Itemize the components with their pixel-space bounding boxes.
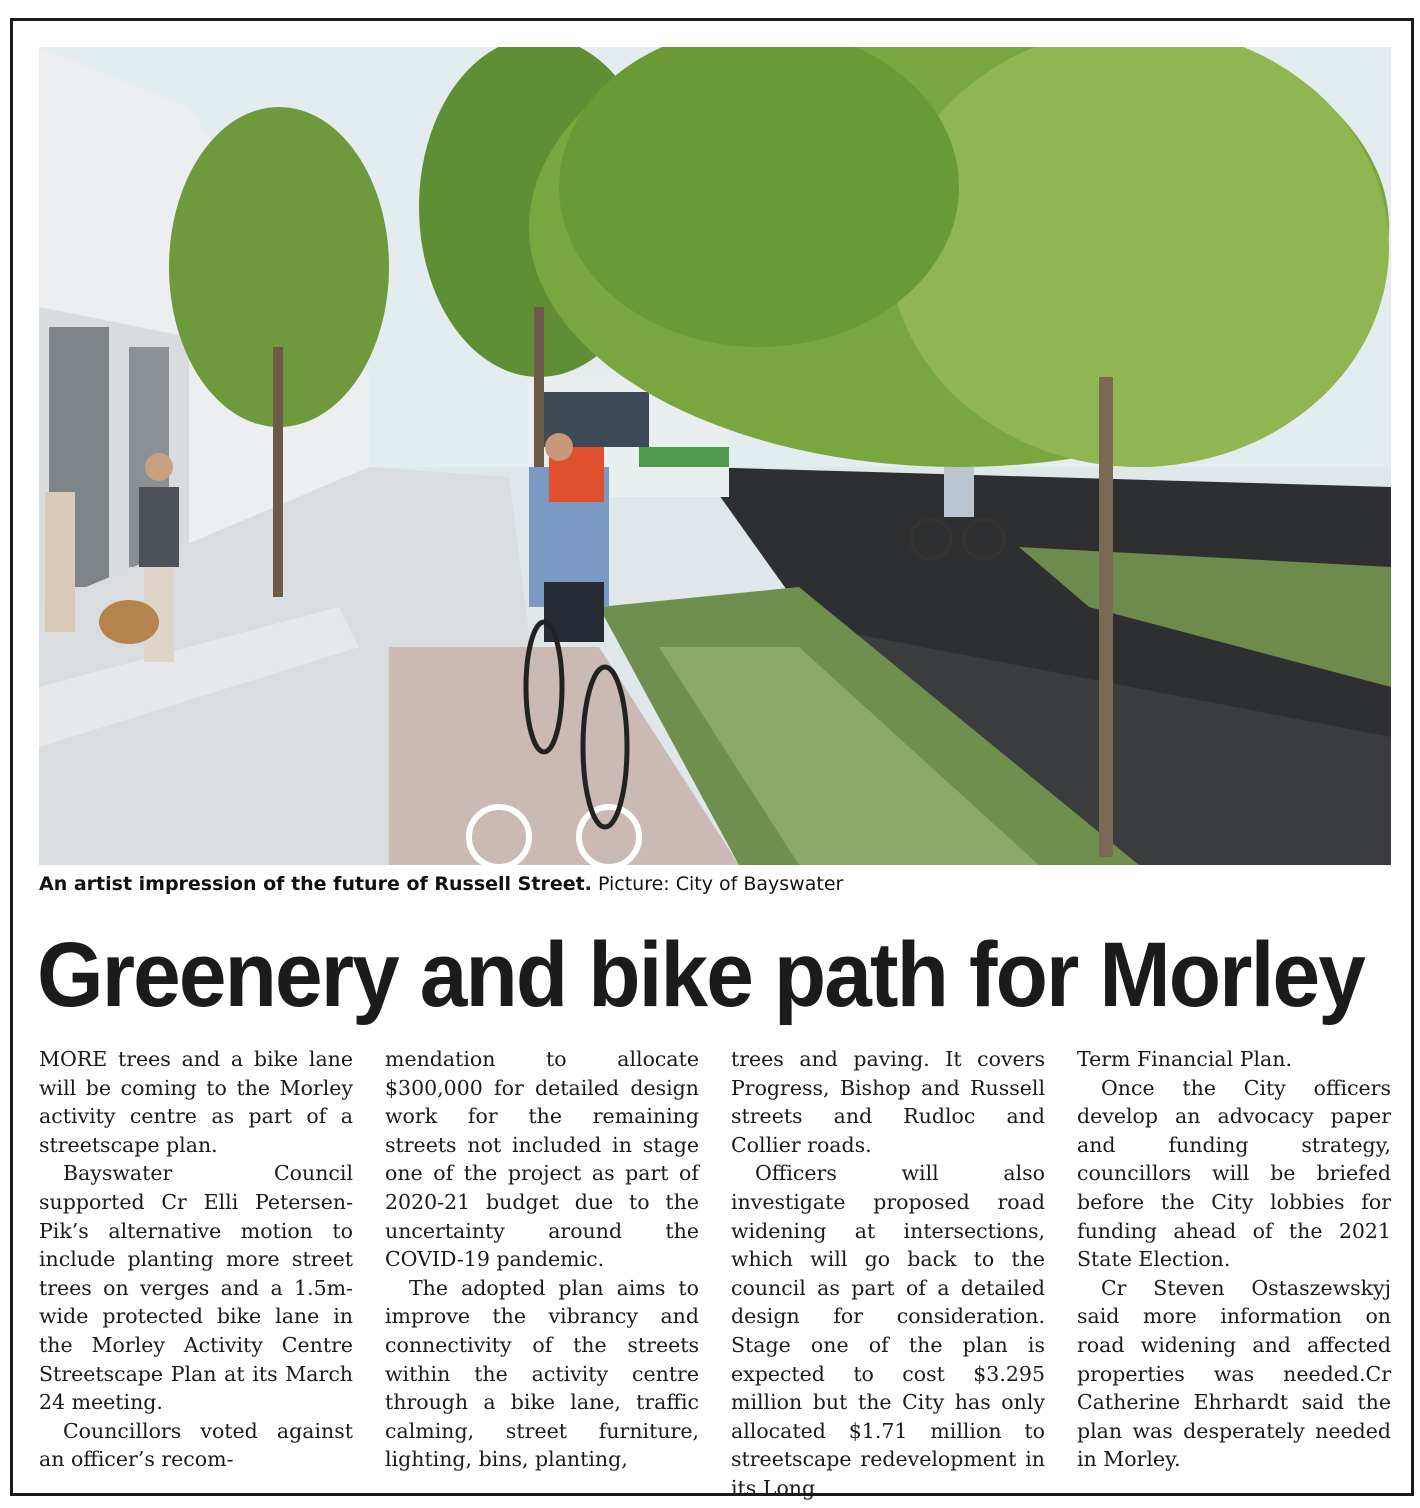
- paragraph: mendation to allocate $300,000 for detailed design work for the remaining streets not included in stage one of the project as part of 2020-21 budget due to the uncertainty around the COVID-19 pandemic.: [385, 1047, 699, 1272]
- paragraph: Councillors voted against an officer’s recom-: [39, 1418, 353, 1472]
- paragraph: The adopted plan aims to improve the vibrancy and connectivity of the streets within the activity centre through a bike lane, traffic calming, street furniture, lighting, bins, planting,: [385, 1275, 699, 1472]
- paragraph: Term Financial Plan.: [1077, 1047, 1292, 1071]
- streetscape-photo: [39, 47, 1391, 865]
- article-column-3: [731, 1045, 1045, 1503]
- article-column-2: [385, 1045, 699, 1474]
- article-headline: Greenery and bike path for Morley: [37, 924, 1364, 1026]
- article-column-1: [39, 1045, 353, 1474]
- caption-lead: An artist impression of the future of Russell Street.: [39, 873, 592, 895]
- article-body: [39, 1045, 1391, 1500]
- paragraph: trees and paving. It covers Progress, Bishop and Russell streets and Rudloc and Collier roads.: [731, 1047, 1045, 1157]
- paragraph: Officers will also investigate proposed road widening at intersections, which will go back to the council as part of a detailed design for consideration. Stage one of the plan is expected to cost $3.295 million but the City has only allocated $1.71 million to streetscape redevelopment in its Long: [731, 1161, 1045, 1500]
- paragraph: Cr Steven Ostaszewskyj said more information on road widening and affected properties was needed.Cr Catherine Ehrhardt said the plan was desperately needed in Morley.: [1077, 1275, 1391, 1472]
- artist-impression-illustration: [39, 47, 1391, 865]
- caption-credit: Picture: City of Bayswater: [597, 873, 844, 895]
- paragraph: Bayswater Council supported Cr Elli Petersen-Pik’s alternative motion to include planting more street trees on verges and a 1.5m-wide protected bike lane in the Morley Activity Centre Streetscape Plan at its March 24 meeting.: [39, 1161, 353, 1415]
- photo-caption: [39, 873, 1391, 895]
- article-column-4: [1077, 1045, 1391, 1474]
- paragraph: Once the City officers develop an advocacy paper and funding strategy, councillors will be briefed before the City lobbies for funding ahead of the 2021 State Election.: [1077, 1075, 1391, 1272]
- paragraph: MORE trees and a bike lane will be coming to the Morley activity centre as part of a streetscape plan.: [39, 1047, 353, 1157]
- newspaper-clipping: [10, 18, 1414, 1500]
